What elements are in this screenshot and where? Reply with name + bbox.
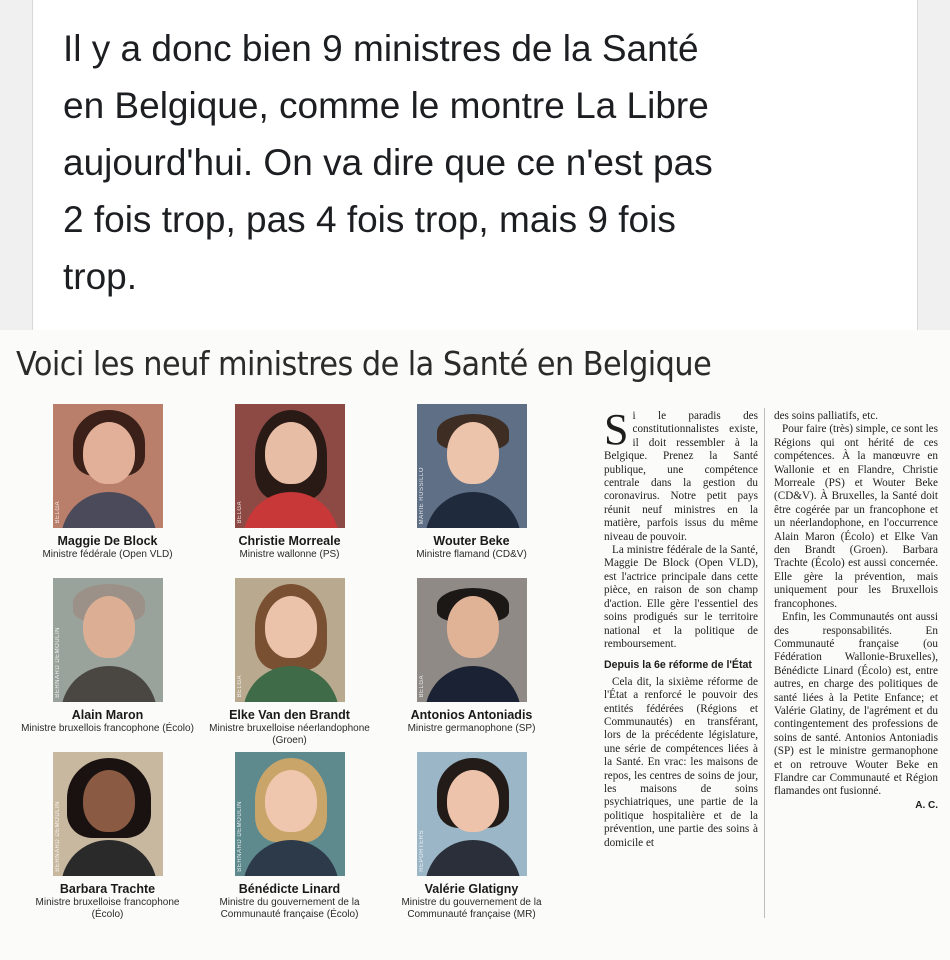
minister-card xyxy=(384,404,559,561)
article-paragraph: Pour faire (très) simple, ce sont les Régions qui ont hérité de ces compétences. À la manœuvre en Wallonie et en Flandre, Christie Morreale (PS) et Wouter Beke (CD&V). À Bruxelles, la Santé doit être cogérée par un francophone et un néerlandophone, en l'occurrence Alain Maron (Écolo) et Elke Van den Brandt (Groen). Barbara Trachte (Écolo) est aussi concernée. Elle gère la prévention, mais uniquement pour les Bruxellois francophones. xyxy=(774,423,938,610)
minister-role: Ministre bruxelloise néerlandophone (Groen) xyxy=(209,723,370,746)
minister-photo: REPORTERS xyxy=(417,752,527,876)
article-headline: Voici les neuf ministres de la Santé en Belgique xyxy=(16,344,712,383)
minister-role: Ministre fédérale (Open VLD) xyxy=(42,549,173,560)
minister-card xyxy=(202,578,377,747)
newspaper-clipping xyxy=(0,330,950,960)
article-paragraph: des soins palliatifs, etc. xyxy=(774,410,879,422)
minister-photo: BELGA xyxy=(53,404,163,528)
article-column-1 xyxy=(604,405,758,850)
minister-role: Ministre bruxelloise francophone (Écolo) xyxy=(35,897,180,920)
article-paragraph: La ministre fédérale de la Santé, Maggie De Block (Open VLD), est l'actrice principale dans cette pièce, en raison de son champ d'action. Elle gère l'essentiel des soins prodigués sur le territoire national et la politique de remboursement. xyxy=(604,544,758,650)
minister-card xyxy=(384,578,559,735)
minister-card xyxy=(384,752,559,921)
drop-cap: S xyxy=(604,405,629,454)
minister-name: Wouter Beke xyxy=(433,534,510,548)
minister-photo: MARIE RUSSILLO xyxy=(417,404,527,528)
minister-name: Elke Van den Brandt xyxy=(229,708,350,722)
article-signature: A. C. xyxy=(915,799,938,811)
minister-card xyxy=(20,578,195,735)
minister-name: Alain Maron xyxy=(71,708,144,722)
minister-name: Antonios Antoniadis xyxy=(410,708,533,722)
minister-name: Maggie De Block xyxy=(57,534,158,548)
article-subheading: Depuis la 6e réforme de l'État xyxy=(604,659,752,672)
minister-photo: BELGA xyxy=(235,578,345,702)
minister-name: Valérie Glatigny xyxy=(424,882,519,896)
minister-card xyxy=(20,404,195,561)
minister-name: Bénédicte Linard xyxy=(238,882,341,896)
minister-photo: BERNARD DEMOULIN xyxy=(53,752,163,876)
minister-role: Ministre bruxellois francophone (Écolo) xyxy=(21,723,194,734)
minister-name: Christie Morreale xyxy=(238,534,341,548)
column-divider xyxy=(764,408,765,918)
minister-photo: BERNARD DEMOULIN xyxy=(53,578,163,702)
post-text: Il y a donc bien 9 ministres de la Santé en Belgique, comme le montre La Libre aujourd'hui. On va dire que ce n'est pas 2 fois trop, pas 4 fois trop, mais 9 fois trop. xyxy=(63,28,713,297)
minister-role: Ministre du gouvernement de la Communauté française (MR) xyxy=(401,897,542,920)
article-paragraph: Enfin, les Communautés ont aussi des responsabilités. En Communauté française (ou Fédération Wallonie-Bruxelles), Bénédicte Linard (Écolo) est, entre autres, en charge des politiques de santé liées à la Petite Enfance; et Valérie Glatiny, de l'agrément et du contingentement des professions de soins de santé. Antonios Antoniadis (SP) est le ministre germanophone et on retrouve Wouter Beke en Flandre car Communauté et Région flamandes ont fusionné. xyxy=(774,611,938,798)
minister-photo: BELGA xyxy=(417,578,527,702)
article-paragraph: Cela dit, la sixième réforme de l'État a renforcé le pouvoir des entités fédérées (Régions et Communautés) en transférant, lors de la précédente législature, une série de compétences liées à la Santé. En vrac: les maisons de repos, les centres de soins de jour, les maisons de soins psychiatriques, une partie de la politique hospitalière et de la prévention, une partie des soins à domicile et xyxy=(604,675,758,849)
minister-card xyxy=(202,404,377,561)
post-card xyxy=(32,0,918,330)
article-column-2 xyxy=(774,410,938,812)
minister-card xyxy=(202,752,377,921)
minister-card xyxy=(20,752,195,921)
article-paragraph: i le paradis des constitutionnalistes existe, il doit ressembler à la Belgique. Prenez la Santé publique, une compétence centrale dans la gestion du coronavirus. Notre petit pays réunit neuf ministres en la matière, parfois issus du même niveau de pouvoir. xyxy=(604,410,758,543)
minister-role: Ministre flamand (CD&V) xyxy=(416,549,527,560)
minister-role: Ministre germanophone (SP) xyxy=(407,723,536,734)
minister-photo: BELGA xyxy=(235,404,345,528)
minister-name: Barbara Trachte xyxy=(59,882,156,896)
minister-role: Ministre wallonne (PS) xyxy=(239,549,340,560)
minister-photo: BERNARD DEMOULIN xyxy=(235,752,345,876)
minister-role: Ministre du gouvernement de la Communauté française (Écolo) xyxy=(219,897,360,920)
